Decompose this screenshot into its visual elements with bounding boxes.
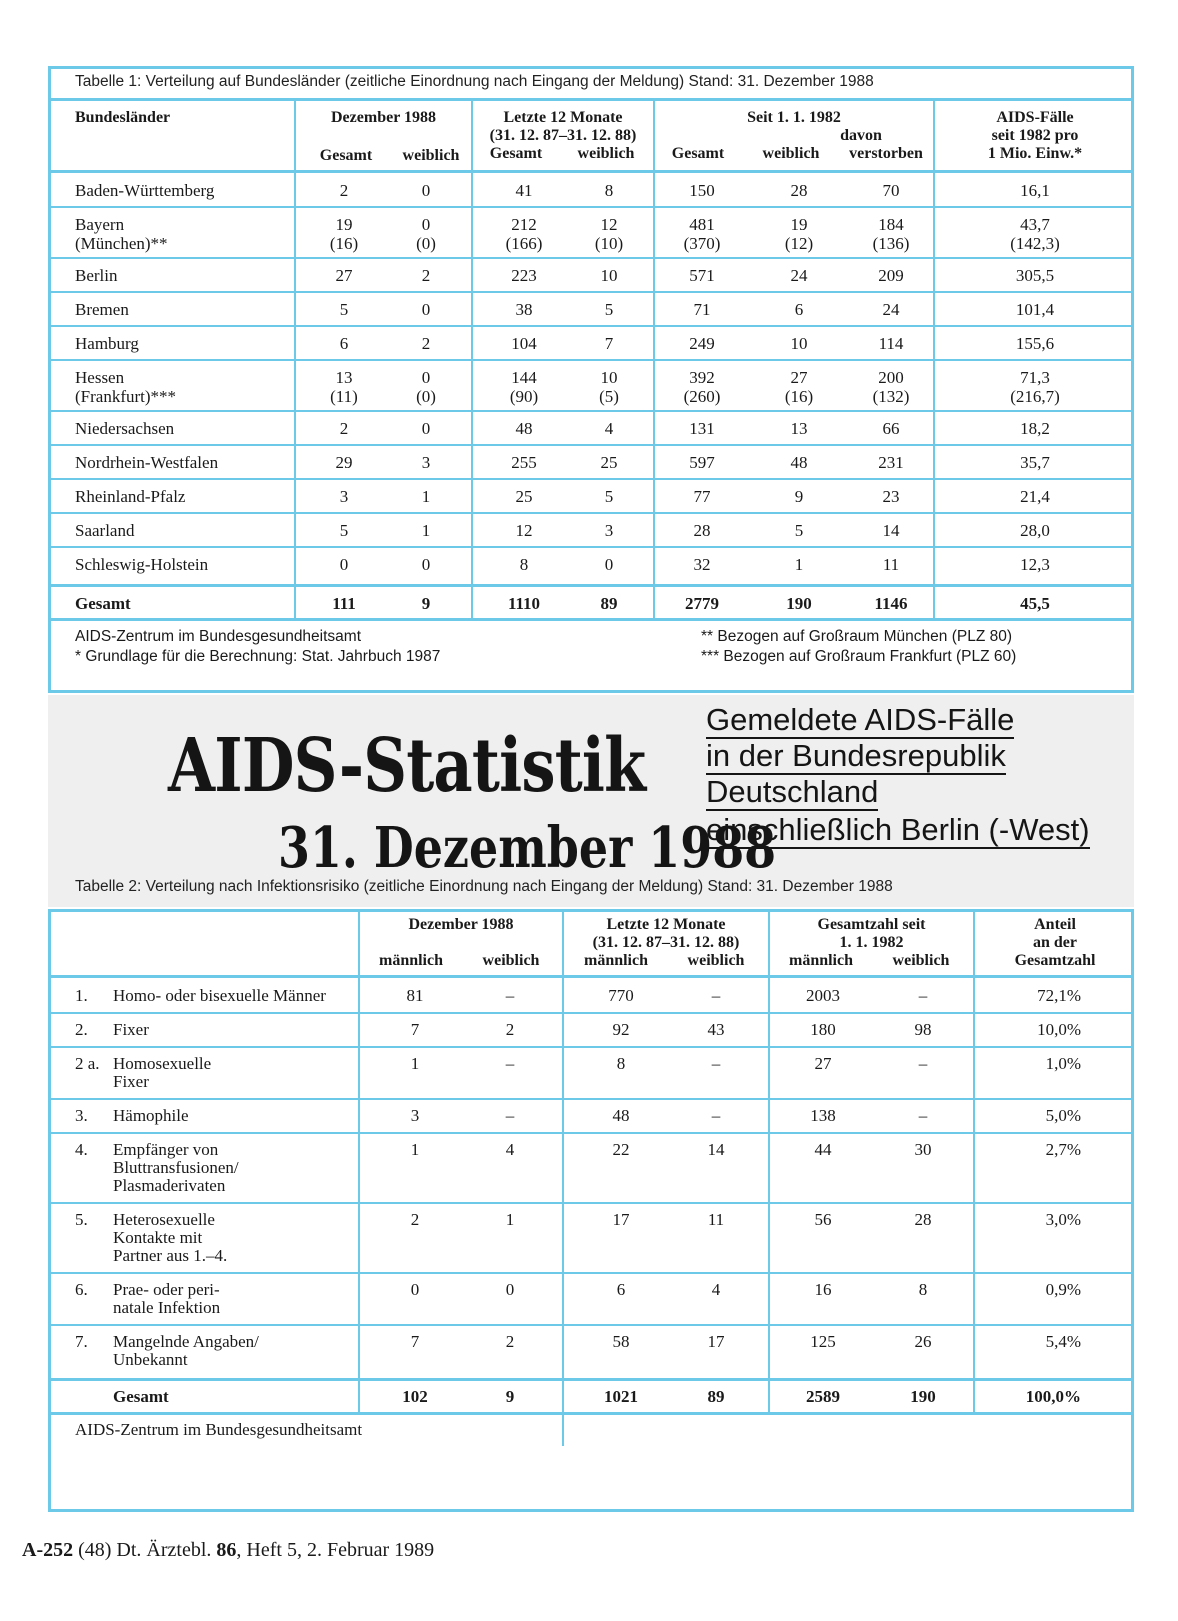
table-cell: 6 [794, 300, 804, 319]
table-cell: 28,0 [1020, 521, 1050, 540]
table-cell: 1 [794, 555, 804, 574]
divider [358, 912, 360, 1412]
banner-date: 31. Dezember 1988 [278, 815, 777, 881]
table-cell: 0 [505, 1280, 515, 1299]
table-cell: 770 [608, 986, 634, 1005]
row-divider [51, 1132, 1131, 1134]
col-header-letzte-range: (31. 12. 87–31. 12. 88) [489, 127, 637, 144]
table-cell: 10,0% [1037, 1020, 1081, 1039]
banner-subtitle-line-3: Deutschland [706, 774, 879, 809]
sub-header-weiblich: weiblich [892, 952, 950, 969]
row-label-sub: (Frankfurt)*** [75, 387, 177, 406]
divider [51, 584, 1131, 587]
table-cell: 48 [612, 1106, 630, 1125]
table-cell: 17 [707, 1332, 725, 1351]
row-number: 3. [75, 1106, 88, 1125]
table-cell: (5) [599, 387, 619, 406]
table1-footnote-star3: *** Bezogen auf Großraum Frankfurt (PLZ 60) [701, 648, 1017, 665]
col-header-seit: Seit 1. 1. 1982 [747, 109, 841, 126]
table-cell: 0 [421, 300, 431, 319]
row-divider [51, 1046, 1131, 1048]
row-divider [51, 1098, 1131, 1100]
table-cell: 249 [689, 334, 715, 353]
table-cell: (16) [784, 387, 814, 406]
row-label: Homosexuelle [113, 1054, 212, 1073]
table-cell: 6 [339, 334, 349, 353]
table-cell: – [505, 1106, 515, 1125]
total-cell: 190 [786, 594, 812, 613]
total-row-label: Gesamt [113, 1387, 169, 1406]
row-label: Bayern [75, 215, 125, 234]
row-divider [51, 1202, 1131, 1204]
divider [562, 912, 564, 1446]
col-header-gesamtzahl: Gesamtzahl seit [817, 916, 926, 933]
table-cell: 1 [505, 1210, 515, 1229]
total-cell: 2589 [806, 1387, 840, 1406]
table-cell: 43 [707, 1020, 725, 1039]
table-cell: 26 [914, 1332, 932, 1351]
row-label: Partner aus 1.–4. [113, 1246, 228, 1265]
row-divider [51, 512, 1131, 514]
row-divider [51, 1272, 1131, 1274]
banner-subtitle-line-1: Gemeldete AIDS-Fälle [706, 702, 1015, 737]
row-number: 2 a. [75, 1054, 100, 1073]
table-cell: – [711, 1054, 721, 1073]
table-cell: 14 [707, 1140, 725, 1159]
table2-box [48, 878, 1134, 1512]
table-cell: 1 [421, 487, 431, 506]
row-label: Rheinland-Pfalz [75, 487, 186, 506]
table-cell: (0) [416, 387, 436, 406]
table-cell: 155,6 [1015, 334, 1055, 353]
table-cell: 131 [689, 419, 715, 438]
table-cell: 597 [689, 453, 715, 472]
table-cell: 3 [604, 521, 614, 540]
table-cell: 4 [604, 419, 614, 438]
table1-footnote-star: * Grundlage für die Berechnung: Stat. Jahrbuch 1987 [75, 648, 441, 665]
table-cell: 184 [878, 215, 904, 234]
row-divider [51, 206, 1131, 208]
divider [51, 1378, 1131, 1381]
table-cell: 114 [878, 334, 904, 353]
table-cell: 6 [616, 1280, 626, 1299]
row-label: Berlin [75, 266, 118, 285]
table-cell: 0 [410, 1280, 420, 1299]
table-cell: 19 [790, 215, 808, 234]
total-cell: 89 [707, 1387, 725, 1406]
table-cell: 0 [339, 555, 349, 574]
sub-header-maennlich: männlich [788, 952, 853, 969]
col-header-gesamtzahl-2: 1. 1. 1982 [839, 934, 904, 951]
table-cell: 3 [421, 453, 431, 472]
table-cell: – [918, 1106, 928, 1125]
table-cell: 0 [421, 555, 431, 574]
table-cell: 0 [421, 368, 431, 387]
table-cell: 1 [410, 1054, 420, 1073]
sub-header-maennlich: männlich [583, 952, 648, 969]
table-cell: 392 [689, 368, 715, 387]
total-cell: 89 [600, 594, 618, 613]
table-cell: 3,0% [1045, 1210, 1081, 1229]
footer-issue: , Heft 5, 2. Februar 1989 [236, 1539, 435, 1561]
table-cell: 12,3 [1020, 555, 1050, 574]
table-cell: 38 [515, 300, 533, 319]
table-cell: 104 [511, 334, 537, 353]
row-label: Kontakte mit [113, 1228, 203, 1247]
table-cell: 255 [511, 453, 537, 472]
table-cell: 2 [410, 1210, 420, 1229]
row-label: Bremen [75, 300, 129, 319]
table-cell: 8 [616, 1054, 626, 1073]
table-cell: 7 [410, 1332, 420, 1351]
table-cell: 0 [421, 419, 431, 438]
table-cell: 231 [878, 453, 904, 472]
table-cell: 481 [689, 215, 715, 234]
row-number: 7. [75, 1332, 88, 1351]
table-cell: 66 [882, 419, 900, 438]
table-cell: 19 [335, 215, 353, 234]
table-cell: 144 [511, 368, 537, 387]
table-cell: 12 [600, 215, 618, 234]
row-label: Niedersachsen [75, 419, 175, 438]
row-divider [51, 546, 1131, 548]
table-cell: 0 [604, 555, 614, 574]
table-cell: 101,4 [1015, 300, 1055, 319]
table-cell: 4 [711, 1280, 721, 1299]
table-cell: 27 [335, 266, 353, 285]
total-cell: 45,5 [1020, 594, 1050, 613]
col-header-aids: AIDS-Fälle [996, 109, 1074, 126]
table-cell: 21,4 [1020, 487, 1050, 506]
table-cell: 5 [604, 300, 614, 319]
table-cell: 5 [339, 521, 349, 540]
table-cell: 18,2 [1020, 419, 1050, 438]
table-cell: 71,3 [1020, 368, 1050, 387]
table-cell: 32 [693, 555, 711, 574]
row-label: Unbekannt [113, 1350, 188, 1369]
table-cell: 71 [693, 300, 711, 319]
row-divider [51, 1012, 1131, 1014]
table-cell: (260) [683, 387, 721, 406]
table-cell: 72,1% [1037, 986, 1081, 1005]
row-number: 6. [75, 1280, 88, 1299]
row-label: Baden-Württemberg [75, 181, 215, 200]
row-label: Plasmaderivaten [113, 1176, 226, 1195]
row-number: 2. [75, 1020, 88, 1039]
table-cell: 13 [335, 368, 353, 387]
row-label: Prae- oder peri- [113, 1280, 220, 1299]
table-cell: 44 [814, 1140, 832, 1159]
table-cell: (132) [872, 387, 910, 406]
row-label: Bluttransfusionen/ [113, 1158, 239, 1177]
banner-subtitle-line-2: in der Bundesrepublik [706, 738, 1006, 773]
table-cell: 35,7 [1020, 453, 1050, 472]
table-cell: 11 [707, 1210, 725, 1229]
sub-header-weiblich: weiblich [482, 952, 540, 969]
table-cell: (216,7) [1010, 387, 1060, 406]
row-divider [51, 359, 1131, 361]
col-header-letzte: Letzte 12 Monate [606, 916, 726, 933]
col-header-aids-3: 1 Mio. Einw.* [987, 145, 1083, 162]
row-label: Hamburg [75, 334, 139, 353]
table-cell: (90) [509, 387, 539, 406]
total-cell: 1021 [604, 1387, 638, 1406]
sub-header-verstorben: verstorben [849, 145, 923, 162]
row-label: Hämophile [113, 1106, 189, 1125]
table-cell: 29 [335, 453, 353, 472]
table-cell: 10 [790, 334, 808, 353]
row-label-sub: (München)** [75, 234, 168, 253]
table-cell: (0) [416, 234, 436, 253]
table-cell: 56 [814, 1210, 832, 1229]
banner-title: AIDS-Statistik [168, 723, 646, 809]
table1-footnote-star2: ** Bezogen auf Großraum München (PLZ 80) [701, 628, 1013, 645]
table-cell: 24 [882, 300, 900, 319]
col-header-anteil: Anteil [1034, 916, 1076, 933]
sub-header-weiblich: weiblich [762, 145, 820, 162]
table-cell: 150 [689, 181, 715, 200]
table-cell: 27 [790, 368, 808, 387]
table-cell: 98 [914, 1020, 932, 1039]
row-label: Mangelnde Angaben/ [113, 1332, 259, 1351]
table-cell: 10 [600, 266, 618, 285]
table-cell: 223 [511, 266, 537, 285]
table-cell: 14 [882, 521, 900, 540]
row-divider [51, 444, 1131, 446]
row-label: Heterosexuelle [113, 1210, 215, 1229]
table-cell: 2,7% [1045, 1140, 1081, 1159]
table-cell: 571 [689, 266, 715, 285]
table-cell: 28 [790, 181, 808, 200]
row-label: Empfänger von [113, 1140, 219, 1159]
table-cell: (166) [505, 234, 543, 253]
table-cell: 16 [814, 1280, 832, 1299]
table-cell: – [918, 986, 928, 1005]
table-cell: 4 [505, 1140, 515, 1159]
total-cell: 190 [910, 1387, 936, 1406]
table-cell: 58 [612, 1332, 630, 1351]
table-cell: 2 [505, 1332, 515, 1351]
table-cell: (10) [594, 234, 624, 253]
table-cell: 0 [421, 215, 431, 234]
table-cell: 0,9% [1045, 1280, 1081, 1299]
table-cell: 180 [810, 1020, 836, 1039]
table-cell: 25 [600, 453, 618, 472]
table-cell: 2003 [806, 986, 840, 1005]
table-cell: 2 [339, 419, 349, 438]
table-cell: 3 [339, 487, 349, 506]
table-cell: 77 [693, 487, 711, 506]
table-cell: – [918, 1054, 928, 1073]
row-divider [51, 257, 1131, 259]
table-cell: 13 [790, 419, 808, 438]
table-cell: 2 [505, 1020, 515, 1039]
title-banner [48, 695, 1134, 907]
sub-header-gesamt: Gesamt [671, 145, 725, 162]
table-cell: 5,0% [1045, 1106, 1081, 1125]
table1-source: AIDS-Zentrum im Bundesgesundheitsamt [75, 628, 362, 645]
table-cell: 2 [421, 266, 431, 285]
divider [51, 975, 1131, 978]
page-number: A-252 [22, 1539, 74, 1561]
sub-header-gesamt: Gesamt [319, 147, 373, 164]
table-cell: 5 [339, 300, 349, 319]
table-cell: (11) [330, 387, 358, 406]
table-cell: – [711, 1106, 721, 1125]
col-header-anteil-2: an der [1033, 934, 1077, 951]
total-cell: 1146 [874, 594, 908, 613]
divider [51, 618, 1131, 621]
table-cell: 1,0% [1045, 1054, 1081, 1073]
total-cell: 111 [332, 594, 356, 613]
sub-header-weiblich: weiblich [402, 147, 460, 164]
divider [768, 912, 770, 1412]
table1-caption: Tabelle 1: Verteilung auf Bundesländer (zeitliche Einordnung nach Eingang der Meldung) Stand: 31. Dezember 1988 [75, 73, 874, 90]
table2-caption: Tabelle 2: Verteilung nach Infektionsrisiko (zeitliche Einordnung nach Eingang der Meldung) Stand: 31. Dezember 1988 [75, 878, 893, 895]
table-cell: 11 [882, 555, 900, 574]
banner-subtitle-line-4: einschließlich Berlin (-West) [706, 812, 1090, 847]
table-cell: 8 [918, 1280, 928, 1299]
table-cell: 5,4% [1045, 1332, 1081, 1351]
table-cell: 41 [515, 181, 533, 200]
table-cell: 25 [515, 487, 533, 506]
table-cell: 28 [693, 521, 711, 540]
total-cell: 102 [402, 1387, 428, 1406]
row-number: 4. [75, 1140, 88, 1159]
table-cell: 43,7 [1020, 215, 1050, 234]
row-label: Fixer [113, 1020, 149, 1039]
table-cell: 9 [794, 487, 804, 506]
row-label: natale Infektion [113, 1298, 221, 1317]
table-cell: 3 [410, 1106, 420, 1125]
sub-header-gesamt: Gesamt [489, 145, 543, 162]
table-cell: 48 [515, 419, 533, 438]
table-cell: 2 [421, 334, 431, 353]
row-divider [51, 478, 1131, 480]
table-cell: 30 [914, 1140, 932, 1159]
table-cell: 5 [604, 487, 614, 506]
table-cell: 10 [600, 368, 618, 387]
table-cell: (370) [683, 234, 721, 253]
table-cell: 212 [511, 215, 537, 234]
total-cell: 100,0% [1025, 1387, 1081, 1406]
col-header-anteil-3: Gesamtzahl [1014, 952, 1096, 969]
row-divider [51, 291, 1131, 293]
row-label: Schleswig-Holstein [75, 555, 209, 574]
divider [51, 170, 1131, 173]
row-divider [51, 1324, 1131, 1326]
row-label: Fixer [113, 1072, 149, 1091]
total-cell: 9 [421, 594, 431, 613]
table-cell: 17 [612, 1210, 630, 1229]
row-number: 1. [75, 986, 88, 1005]
table-cell: 200 [878, 368, 904, 387]
table-cell: 2 [339, 181, 349, 200]
row-label: Saarland [75, 521, 135, 540]
divider [973, 912, 975, 1412]
table-cell: – [505, 986, 515, 1005]
total-cell: 9 [505, 1387, 515, 1406]
footer-volume: 86 [216, 1539, 237, 1561]
sub-header-maennlich: männlich [378, 952, 443, 969]
divider [51, 98, 1131, 101]
row-label: Homo- oder bisexuelle Männer [113, 986, 326, 1005]
table-cell: 0 [421, 181, 431, 200]
row-divider [51, 410, 1131, 412]
table-cell: 70 [882, 181, 900, 200]
table-cell: 209 [878, 266, 904, 285]
table-cell: 12 [515, 521, 533, 540]
table-cell: 125 [810, 1332, 836, 1351]
table-cell: (12) [784, 234, 814, 253]
table-cell: 22 [612, 1140, 630, 1159]
table-cell: 48 [790, 453, 808, 472]
col-header-dezember: Dezember 1988 [408, 916, 514, 933]
total-cell: 1110 [507, 594, 541, 613]
table-cell: 8 [519, 555, 529, 574]
col-header-dezember: Dezember 1988 [331, 109, 436, 126]
table-cell: – [505, 1054, 515, 1073]
footer-journal: (48) Dt. Ärztebl. [73, 1539, 217, 1561]
row-divider [51, 325, 1131, 327]
table-cell: 8 [604, 181, 614, 200]
col-header-letzte: Letzte 12 Monate [503, 109, 623, 126]
table-cell: 1 [421, 521, 431, 540]
col-header-davon: davon [840, 127, 882, 144]
table-cell: 16,1 [1020, 181, 1050, 200]
col-header-letzte-range: (31. 12. 87–31. 12. 88) [592, 934, 740, 951]
table-cell: 92 [612, 1020, 630, 1039]
total-cell: 2779 [685, 594, 719, 613]
row-label: Hessen [75, 368, 125, 387]
table-cell: 24 [790, 266, 808, 285]
table-cell: (16) [329, 234, 359, 253]
table-cell: – [711, 986, 721, 1005]
total-row-label: Gesamt [75, 594, 131, 613]
table2-source: AIDS-Zentrum im Bundesgesundheitsamt [75, 1420, 363, 1439]
col-header-bundeslaender: Bundesländer [75, 109, 171, 126]
page-footer [22, 1539, 434, 1562]
row-label: Nordrhein-Westfalen [75, 453, 219, 472]
table-cell: 305,5 [1015, 266, 1055, 285]
table-cell: 27 [814, 1054, 832, 1073]
row-number: 5. [75, 1210, 88, 1229]
table-cell: 1 [410, 1140, 420, 1159]
sub-header-weiblich: weiblich [577, 145, 635, 162]
col-header-aids-2: seit 1982 pro [991, 127, 1079, 144]
table-cell: 23 [882, 487, 900, 506]
table-cell: 7 [604, 334, 614, 353]
table-cell: 5 [794, 521, 804, 540]
sub-header-weiblich: weiblich [687, 952, 745, 969]
table-cell: 7 [410, 1020, 420, 1039]
table-cell: (142,3) [1010, 234, 1060, 253]
divider [51, 1412, 1131, 1415]
table-cell: 28 [914, 1210, 932, 1229]
table-cell: 138 [810, 1106, 836, 1125]
table-cell: (136) [872, 234, 910, 253]
table-cell: 81 [406, 986, 424, 1005]
table1-box [48, 66, 1134, 693]
